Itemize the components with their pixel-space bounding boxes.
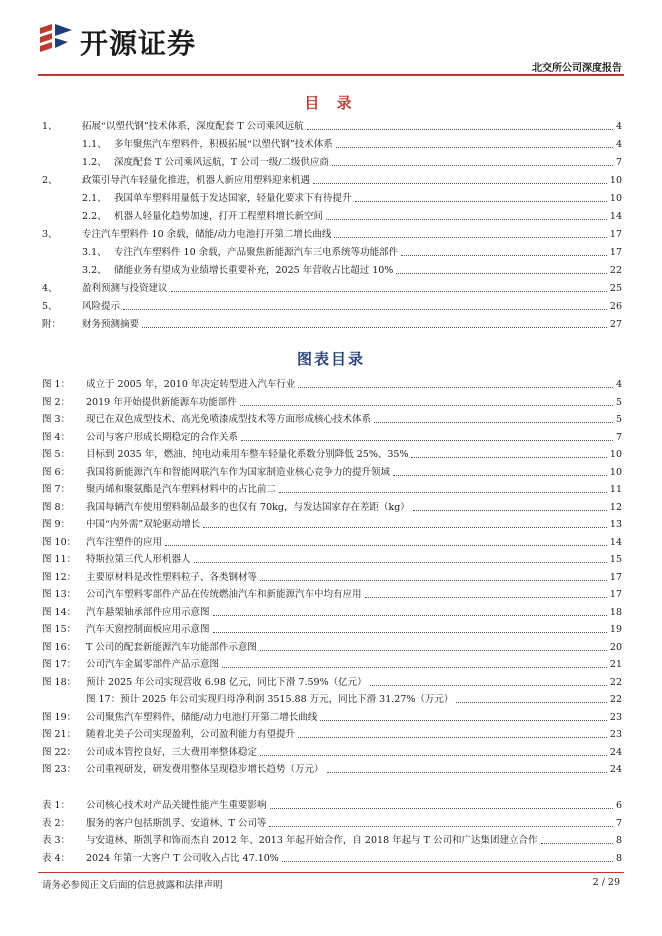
figure-page: 12	[609, 501, 622, 513]
toc-page: 22	[609, 265, 622, 276]
toc-label: 专注汽车塑料件 10 余载，储能/动力电池打开第二增长曲线	[82, 229, 332, 240]
figure-page: 24	[609, 746, 622, 758]
table-label: 公司核心技术对产品关键性能产生重要影响	[86, 800, 267, 811]
toc-number: 1.2、	[82, 157, 107, 168]
dot-leader	[396, 273, 607, 274]
dot-leader	[260, 755, 607, 756]
dot-leader	[270, 808, 613, 809]
figure-page: 23	[609, 729, 622, 740]
toc-number: 5、	[42, 301, 58, 312]
figure-entry[interactable]	[42, 411, 622, 429]
dot-leader	[241, 440, 613, 441]
figure-number: 图 9：	[42, 519, 71, 530]
dot-leader	[307, 129, 613, 130]
figure-number: 图 5：	[42, 449, 71, 460]
figure-label: 我国将新能源汽车和智能网联汽车作为国家制造业核心竞争力的提升领域	[86, 466, 391, 478]
table-list	[42, 797, 622, 867]
toc-page: 7	[615, 157, 622, 168]
figure-entry[interactable]	[42, 499, 622, 517]
toc-entry[interactable]	[42, 154, 622, 172]
figure-entry[interactable]	[42, 621, 622, 639]
figure-number: 图 23：	[42, 764, 77, 775]
toc-label: 储能业务有望成为业绩增长重要补充，2025 年营收占比超过 10%	[114, 265, 394, 276]
toc-label: 拓展“以塑代钢”技术体系，深度配套 T 公司乘风远航	[82, 121, 304, 132]
figure-number: 图 21：	[42, 729, 77, 740]
toc-entry[interactable]	[42, 190, 622, 208]
table-page: 8	[615, 835, 622, 846]
figure-entry[interactable]	[42, 516, 622, 534]
toc-entry[interactable]	[42, 244, 622, 262]
dot-leader	[165, 545, 607, 546]
figure-page: 10	[609, 449, 622, 460]
toc-label: 机器人轻量化趋势加速，打开工程塑料增长新空间	[114, 211, 324, 222]
figures-title: 图表目录	[296, 350, 365, 368]
toc-page: 4	[615, 139, 622, 150]
figure-label: T 公司的配套新能源汽车功能部件示意图	[86, 641, 257, 653]
figure-page: 17	[609, 571, 622, 583]
toc-entry[interactable]	[42, 298, 622, 316]
dot-leader	[326, 219, 607, 220]
figure-entry[interactable]	[42, 534, 622, 552]
figure-entry[interactable]	[42, 656, 622, 674]
toc-number: 1、	[42, 121, 58, 132]
toc-number: 4、	[42, 283, 58, 294]
table-entry[interactable]	[42, 832, 622, 850]
page-number: 2 / 29	[592, 877, 620, 888]
figure-entry[interactable]	[42, 639, 622, 657]
figure-label: 随着北美子公司实现盈利，公司盈利能力有望提升	[86, 729, 296, 740]
figure-page: 10	[609, 466, 622, 478]
figure-entry[interactable]	[42, 709, 622, 727]
figure-number: 图 19：	[42, 711, 77, 723]
figure-number: 图 7：	[42, 484, 71, 495]
figure-label: 公司聚焦汽车塑料件，储能/动力电池打开第二增长曲线	[86, 711, 318, 723]
table-page: 7	[615, 817, 622, 829]
figure-entry[interactable]	[42, 429, 622, 447]
table-page: 6	[615, 800, 622, 811]
figure-number: 图 4：	[42, 431, 71, 443]
toc-label: 风险提示	[82, 301, 121, 312]
figure-label: 公司与客户形成长期稳定的合作关系	[86, 431, 239, 443]
toc-label: 专注汽车塑料件 10 余载，产品聚焦新能源汽车三电系统等功能部件	[114, 247, 399, 258]
figure-label: 公司汽车金属零部件产品示意图	[86, 659, 220, 670]
figure-label: 汽车注塑件的应用	[86, 536, 163, 548]
toc-page: 10	[609, 193, 622, 204]
figure-label: 汽车天窗控制面板应用示意图	[86, 624, 210, 635]
toc-entry[interactable]	[42, 280, 622, 298]
figure-page: 4	[615, 379, 622, 390]
figure-number: 图 2：	[42, 396, 71, 408]
figure-entry[interactable]	[42, 674, 622, 692]
figure-entry[interactable]	[42, 481, 622, 499]
toc-page: 17	[609, 247, 622, 258]
brand-name: 开源证券	[80, 27, 197, 60]
figure-number: 图 12：	[42, 571, 77, 583]
toc-page: 25	[609, 283, 622, 294]
figure-page: 24	[609, 764, 622, 775]
figure-page: 11	[609, 484, 622, 495]
toc-number: 3.1、	[82, 247, 107, 258]
toc-page: 27	[609, 319, 622, 330]
figure-label: 成立于 2005 年，2010 年决定转型进入汽车行业	[86, 379, 296, 390]
table-label: 服务的客户包括斯凯孚、安道林、T 公司等	[86, 817, 267, 829]
figure-label: 聚丙烯和聚氨酯是汽车塑料材料中的占比前二	[86, 484, 277, 495]
toc-number: 1.1、	[82, 139, 107, 150]
toc-page: 4	[615, 121, 622, 132]
figure-number: 图 3：	[42, 414, 71, 425]
toc-label: 盈利预测与投资建议	[82, 283, 168, 294]
dot-leader	[313, 183, 607, 184]
table-of-contents	[42, 118, 622, 334]
figure-page: 17	[609, 589, 622, 600]
figure-number: 图 11：	[42, 554, 77, 565]
figure-number: 图 14：	[42, 606, 77, 618]
figure-page: 20	[609, 641, 622, 653]
footer-divider	[38, 872, 624, 873]
dot-leader	[222, 667, 607, 668]
figure-page: 23	[609, 711, 622, 723]
dot-leader	[142, 327, 607, 328]
brand-logo-icon	[38, 20, 74, 56]
toc-title: 目 录	[304, 94, 358, 112]
dot-leader	[171, 291, 607, 292]
figure-page: 13	[609, 519, 622, 530]
table-label: 2024 年第一大客户 T 公司收入占比 47.10%	[86, 852, 279, 864]
toc-number: 2.1、	[82, 193, 107, 204]
dot-leader	[332, 165, 613, 166]
toc-entry[interactable]	[42, 226, 622, 244]
figure-label: 汽车悬架轴承部件应用示意图	[86, 606, 210, 618]
toc-number: 2、	[42, 175, 58, 186]
toc-page: 10	[609, 175, 622, 186]
report-type: 北交所公司深度报告	[532, 63, 622, 74]
figure-entry[interactable]	[42, 744, 622, 762]
figure-number: 图 17：	[42, 659, 77, 670]
figure-label: 2019 年开始提供新能源车功能部件	[86, 396, 237, 408]
figure-page: 21	[609, 659, 622, 670]
figure-list	[42, 376, 622, 779]
figure-number: 图 18：	[42, 676, 77, 688]
dot-leader	[370, 685, 607, 686]
table-number: 表 4：	[42, 852, 71, 864]
table-number: 表 2：	[42, 817, 71, 829]
figure-page: 15	[609, 554, 622, 565]
dot-leader	[401, 255, 607, 256]
toc-entry[interactable]	[42, 136, 622, 154]
figure-label: 特斯拉第三代人形机器人	[86, 554, 191, 565]
figure-label: 目标到 2035 年，燃油、纯电动乘用车整车轻量化系数分别降低 25%、35%	[86, 449, 409, 460]
dot-leader	[456, 702, 607, 703]
toc-entry[interactable]	[42, 208, 622, 226]
figure-label: 预计 2025 年公司实现营收 6.98 亿元，同比下滑 7.59%（亿元）	[86, 676, 367, 688]
toc-entry[interactable]	[42, 262, 622, 280]
toc-entry[interactable]	[42, 118, 622, 136]
dot-leader	[279, 492, 607, 493]
dot-leader	[336, 147, 613, 148]
toc-page: 17	[609, 229, 622, 240]
dot-leader	[213, 632, 607, 633]
figure-page: 18	[609, 606, 622, 618]
toc-label: 深度配套 T 公司乘风远航，T 公司一级/二级供应商	[114, 157, 329, 168]
toc-number: 3.2、	[82, 265, 107, 276]
toc-number: 2.2、	[82, 211, 107, 222]
toc-number: 3、	[42, 229, 58, 240]
figure-label: 公司成本管控良好，三大费用率整体稳定	[86, 746, 258, 758]
figure-label: 主要原材料是改性塑料粒子、各类钢材等	[86, 571, 258, 583]
toc-page: 14	[609, 211, 622, 222]
dot-leader	[365, 597, 607, 598]
table-entry[interactable]	[42, 815, 622, 833]
footer-disclaimer: 请务必参阅正文后面的信息披露和法律声明	[42, 880, 223, 891]
toc-label: 多年聚焦汽车塑料件，积极拓展“以塑代钢”技术体系	[114, 139, 333, 150]
table-page: 8	[615, 852, 622, 864]
figure-page: 5	[615, 396, 622, 408]
figure-label: 现已在双色成型技术、高光免喷漆成型技术等方面形成核心技术体系	[86, 414, 372, 425]
dot-leader	[213, 615, 607, 616]
figure-entry[interactable]	[42, 551, 622, 569]
dot-leader	[334, 237, 607, 238]
figure-entry[interactable]	[42, 376, 622, 394]
page-header	[0, 0, 662, 80]
figure-number: 图 10：	[42, 536, 77, 548]
toc-label: 政策引导汽车轻量化推进，机器人新应用塑料迎来机遇	[82, 175, 311, 186]
figure-entry[interactable]	[42, 446, 622, 464]
dot-leader	[411, 457, 606, 458]
figure-page: 19	[609, 624, 622, 635]
figure-page: 7	[615, 431, 622, 443]
figure-number: 图 22：	[42, 746, 77, 758]
toc-label: 我国单车塑料用量低于发达国家，轻量化要求下有待提升	[114, 193, 352, 204]
figure-page: 14	[609, 536, 622, 548]
figure-label: 公司汽车塑料零部件产品在传统燃油汽车和新能源汽车中均有应用	[86, 589, 362, 600]
figure-page: 22	[609, 694, 622, 705]
table-entry[interactable]	[42, 850, 622, 868]
figure-label: 图 17：预计 2025 年公司实现归母净利润 3515.88 万元，同比下滑 31.27%（万元）	[86, 694, 454, 705]
figure-number: 图 6：	[42, 466, 71, 478]
figure-entry[interactable]	[42, 726, 622, 744]
dot-leader	[240, 405, 613, 406]
dot-leader	[203, 527, 607, 528]
figure-entry[interactable]	[42, 394, 622, 412]
table-number: 表 3：	[42, 835, 71, 846]
dot-leader	[298, 737, 607, 738]
dot-leader	[194, 562, 607, 563]
figure-label: 我国每辆汽车使用塑料制品最多的也仅有 70kg，与发达国家存在差距（kg）	[86, 501, 410, 513]
figure-entry[interactable]	[42, 586, 622, 604]
toc-page: 26	[609, 301, 622, 312]
figure-entry[interactable]	[42, 691, 622, 709]
figure-label: 公司重视研发，研发费用整体呈现稳步增长趋势（万元）	[86, 764, 324, 775]
dot-leader	[260, 650, 607, 651]
table-entry[interactable]	[42, 797, 622, 815]
figure-entry[interactable]	[42, 604, 622, 622]
table-label: 与安道林、斯凯孚和饰而杰自 2012 年、2013 年起开始合作，自 2018 年起与 T 公司和广达集团建立合作	[86, 835, 538, 846]
header-divider	[38, 74, 624, 76]
dot-leader	[260, 580, 607, 581]
figure-number: 图 15：	[42, 624, 77, 635]
figure-number: 图 1：	[42, 379, 71, 390]
dot-leader	[413, 510, 607, 511]
figure-page: 22	[609, 676, 622, 688]
toc-entry[interactable]	[42, 316, 622, 334]
figure-number: 图 8：	[42, 501, 71, 513]
dot-leader	[355, 201, 607, 202]
figure-number: 图 13：	[42, 589, 77, 600]
table-number: 表 1：	[42, 800, 71, 811]
toc-label: 财务预测摘要	[82, 319, 140, 330]
toc-entry[interactable]	[42, 172, 622, 190]
dot-leader	[541, 843, 613, 844]
figure-label: 中国“内外需”双轮驱动增长	[86, 519, 201, 530]
dot-leader	[374, 422, 613, 423]
figure-entry[interactable]	[42, 464, 622, 482]
figure-entry[interactable]	[42, 569, 622, 587]
dot-leader	[123, 309, 607, 310]
dot-leader	[320, 720, 607, 721]
dot-leader	[393, 475, 607, 476]
figure-entry[interactable]	[42, 761, 622, 779]
dot-leader	[298, 387, 613, 388]
dot-leader	[282, 861, 613, 862]
figure-number: 图 16：	[42, 641, 77, 653]
figure-page: 5	[615, 414, 622, 425]
dot-leader	[327, 772, 607, 773]
toc-number: 附：	[42, 319, 62, 330]
dot-leader	[269, 826, 613, 827]
